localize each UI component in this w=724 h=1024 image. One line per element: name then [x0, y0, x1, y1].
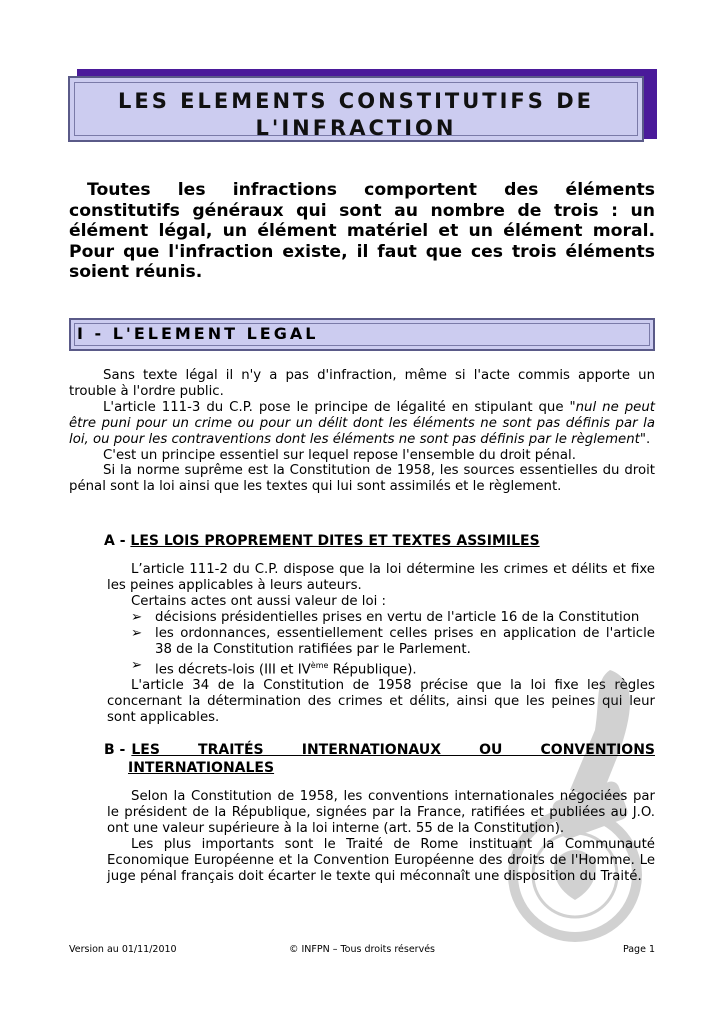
- paragraph: L'article 34 de la Constitution de 1958 précise que la loi fixe les règles concernant la détermination des crimes et délits, ainsi que les peines qui leur sont applicables.: [107, 678, 655, 726]
- paragraph: Certains actes ont aussi valeur de loi :: [131, 594, 387, 609]
- section-heading: I - L'ELEMENT LEGAL: [77, 324, 319, 343]
- footer-version: Version au 01/11/2010: [69, 944, 177, 955]
- paragraph: Les plus importants sont le Traité de Rome instituant la Communauté Economique Européenne et la Convention Européenne des droits de l'Homme. Le juge pénal français doit écarter le texte qui méconnaît une disposition du Traité.: [107, 837, 655, 884]
- section-heading-box: [69, 318, 655, 351]
- arrow-bullet-icon: ➢: [131, 658, 143, 673]
- subheading-b: B - LES TRAITÉS INTERNATIONAUX OU CONVENTIONS INTERNATIONALES: [104, 742, 655, 776]
- title-box: [68, 76, 644, 142]
- paragraph: L'article 111-3 du C.P. pose le principe de légalité en stipulant que "nul ne peut être puni pour un crime ou pour un délit dont les éléments ne sont pas définis par la loi, ou pour les contraventions dont les éléments ne sont pas définis par le règlement".: [69, 399, 655, 447]
- paragraph: C'est un principe essentiel sur lequel repose l'ensemble du droit pénal.: [103, 447, 576, 463]
- subheading-a: A - LES LOIS PROPREMENT DITES ET TEXTES ASSIMILES: [104, 533, 540, 549]
- paragraph: L’article 111-2 du C.P. dispose que la loi détermine les crimes et délits et fixe les peines applicables à leurs auteurs.: [107, 562, 655, 593]
- title-banner: [68, 72, 650, 148]
- subsection-b-body: [107, 789, 655, 885]
- arrow-bullet-icon: ➢: [131, 626, 143, 641]
- footer-copyright: © INFPN – Tous droits réservés: [288, 944, 436, 955]
- section1-body: [69, 368, 655, 495]
- footer-page-number: Page 1: [622, 944, 655, 955]
- page-title: LES ELEMENTS CONSTITUTIFS DE L'INFRACTION: [118, 89, 594, 140]
- paragraph: Sans texte légal il n'y a pas d'infraction, même si l'acte commis apporte un trouble à l'ordre public.: [69, 368, 655, 399]
- intro-paragraph: Toutes les infractions comportent des éléments constitutifs généraux qui sont au nombre de trois : un élément légal, un élément matériel et un élément moral. Pour que l'infraction existe, il faut que ces trois éléments soient réunis.: [69, 180, 655, 282]
- list-item: ➢ les décrets-lois (III et IVème République).: [131, 658, 417, 678]
- list-item: ➢ les ordonnances, essentiellement celles prises en application de l'article 38 de la Constitution ratifiées par le Parlement.: [131, 626, 655, 657]
- list-item: ➢ décisions présidentielles prises en vertu de l'article 16 de la Constitution: [131, 610, 640, 625]
- paragraph: Selon la Constitution de 1958, les conventions internationales négociées par le président de la République, signées par la France, ratifiées et publiées au J.O. ont une valeur supérieure à la loi interne (art. 55 de la Constitution).: [107, 789, 655, 836]
- paragraph: Si la norme suprême est la Constitution de 1958, les sources essentielles du droit pénal sont la loi ainsi que les textes qui lui sont assimilés et le règlement.: [69, 463, 655, 495]
- arrow-bullet-icon: ➢: [131, 610, 143, 625]
